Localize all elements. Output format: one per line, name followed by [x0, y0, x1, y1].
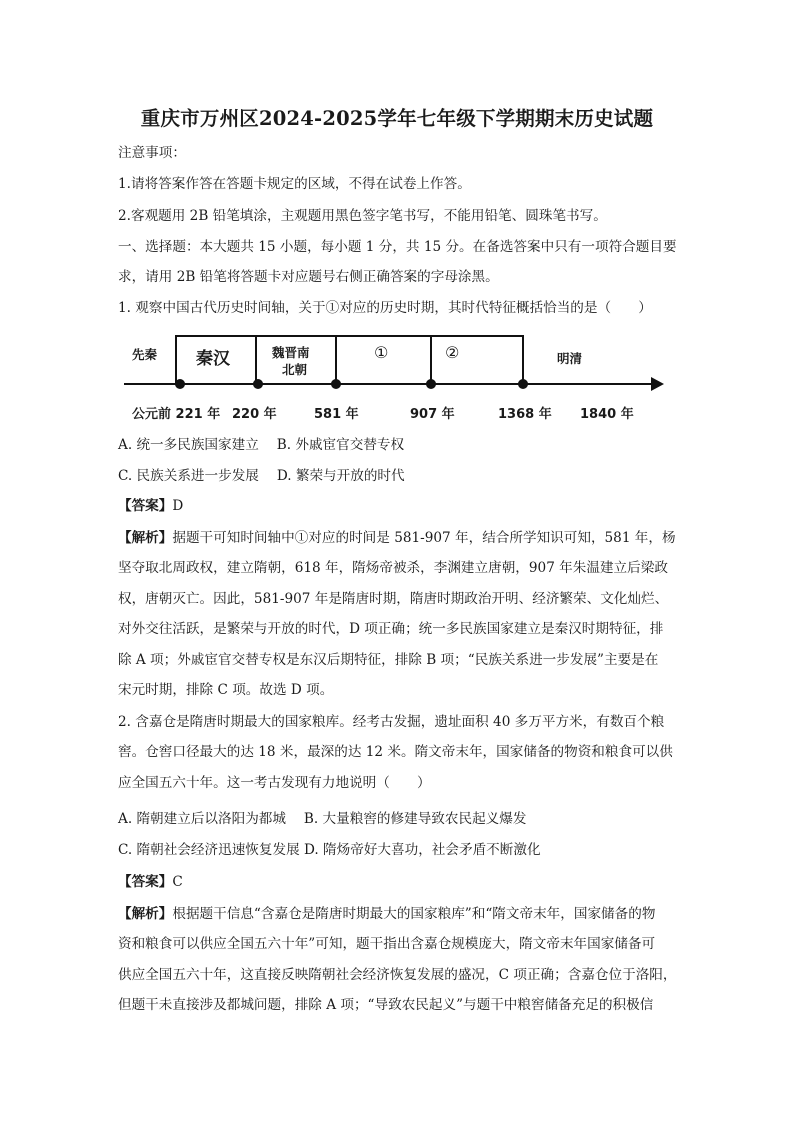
axis-arrow-icon: [651, 377, 664, 391]
timeline-date-0: 公元前 221 年: [132, 407, 221, 422]
timeline-label-beichao: 北朝: [282, 362, 308, 377]
analysis-label: 【解析】: [118, 906, 173, 922]
q1-options-cd: C. 民族关系进一步发展 D. 繁荣与开放的时代: [118, 468, 405, 484]
q2-stem-line: 2. 含嘉仓是隋唐时期最大的国家粮库。经考古发掘，遗址面积 40 多万平方米，有数百个粮: [118, 714, 665, 730]
answer-value: C: [172, 874, 183, 890]
history-timeline: [124, 330, 669, 425]
timeline-dot: [253, 379, 263, 389]
timeline-label-xianqin: 先秦: [132, 347, 158, 362]
timeline-date-4: 1368 年: [498, 407, 552, 422]
timeline-label-1: ①: [374, 343, 389, 362]
page-title: 重庆市万州区2024-2025学年七年级下学期期末历史试题: [140, 107, 654, 130]
timeline-date-1: 220 年: [232, 407, 277, 422]
q1-answer: [118, 496, 183, 516]
timeline-label-weijin: 魏晋南: [272, 345, 310, 360]
notice-item-1: 1.请将答案作答在答题卡规定的区域，不得在试卷上作答。: [118, 176, 471, 192]
timeline-dot: [518, 379, 528, 389]
q2-stem-line: 应全国五六十年。这一考古发现有力地说明（ ）: [118, 775, 431, 791]
section1-intro-line2: 求，请用 2B 铅笔将答题卡对应题号右侧正确答案的字母涂黑。: [118, 269, 499, 285]
q1-analysis-line: 【解析】据题干可知时间轴中①对应的时间是 581-907 年，结合所学知识可知，581 年，杨: [118, 530, 676, 546]
q2-analysis-line: 但题干未直接涉及都城问题，排除 A 项；“导致农民起义”与题干中粮窖储备充足的积极信: [118, 997, 654, 1013]
timeline-label-qinhan: 秦汉: [196, 349, 230, 369]
timeline-date-2: 581 年: [314, 407, 359, 422]
q1-analysis-line: 坚夺取北周政权，建立隋朝，618 年，隋炀帝被杀，李渊建立唐朝，907 年朱温建立后梁政: [118, 560, 668, 576]
q2-answer: [118, 872, 183, 892]
q2-options-cd: C. 隋朝社会经济迅速恢复发展 D. 隋炀帝好大喜功，社会矛盾不断激化: [118, 842, 541, 858]
timeline-dot: [175, 379, 185, 389]
answer-value: D: [172, 498, 184, 514]
timeline-dot: [426, 379, 436, 389]
notice-item-2: 2.客观题用 2B 铅笔填涂，主观题用黑色签字笔书写，不能用铅笔、圆珠笔书写。: [118, 208, 607, 224]
answer-label: 【答案】: [118, 498, 173, 514]
q1-analysis-line: 对外交往活跃，是繁荣与开放的时代，D 项正确；统一多民族国家建立是秦汉时期特征，排: [118, 621, 664, 637]
timeline-label-mingqing: 明清: [557, 351, 583, 366]
q2-stem-line: 窖。仓窖口径最大的达 18 米，最深的达 12 米。隋文帝末年，国家储备的物资和粮食可以供: [118, 744, 673, 760]
section1-intro-line1: 一、选择题：本大题共 15 小题，每小题 1 分，共 15 分。在备选答案中只有一项符合题目要: [118, 239, 677, 255]
q2-analysis-line: 资和粮食可以供应全国五六十年”可知，题干指出含嘉仓规模庞大，隋文帝末年国家储备可: [118, 936, 656, 952]
q1-analysis-line: 权，唐朝灭亡。因此，581-907 年是隋唐时期，隋唐时期政治开明、经济繁荣、文化灿烂、: [118, 591, 669, 607]
q1-analysis-line: 除 A 项；外戚宦官交替专权是东汉后期特征，排除 B 项；“民族关系进一步发展”主要是在: [118, 652, 659, 668]
answer-label: 【答案】: [118, 874, 173, 890]
notice-heading: 注意事项：: [118, 145, 186, 161]
q2-analysis-line: 供应全国五六十年，这直接反映隋朝社会经济恢复发展的盛况，C 项正确；含嘉仓位于洛阳，: [118, 967, 677, 983]
q2-options-ab: A. 隋朝建立后以洛阳为都城 B. 大量粮窖的修建导致农民起义爆发: [118, 811, 527, 827]
analysis-label: 【解析】: [118, 530, 173, 546]
q1-options-ab: A. 统一多民族国家建立 B. 外戚宦官交替专权: [118, 437, 405, 453]
timeline-date-5: 1840 年: [580, 407, 634, 422]
timeline-label-2: ②: [445, 343, 460, 362]
q1-analysis-line: 宋元时期，排除 C 项。故选 D 项。: [118, 682, 334, 698]
timeline-dot: [331, 379, 341, 389]
timeline-date-3: 907 年: [410, 407, 455, 422]
q1-stem: 1. 观察中国古代历史时间轴，关于①对应的历史时期，其时代特征概括恰当的是（ ）: [118, 300, 652, 316]
q2-analysis-line: 【解析】根据题干信息“含嘉仓是隋唐时期最大的国家粮库”和“隋文帝末年，国家储备的物: [118, 906, 656, 922]
